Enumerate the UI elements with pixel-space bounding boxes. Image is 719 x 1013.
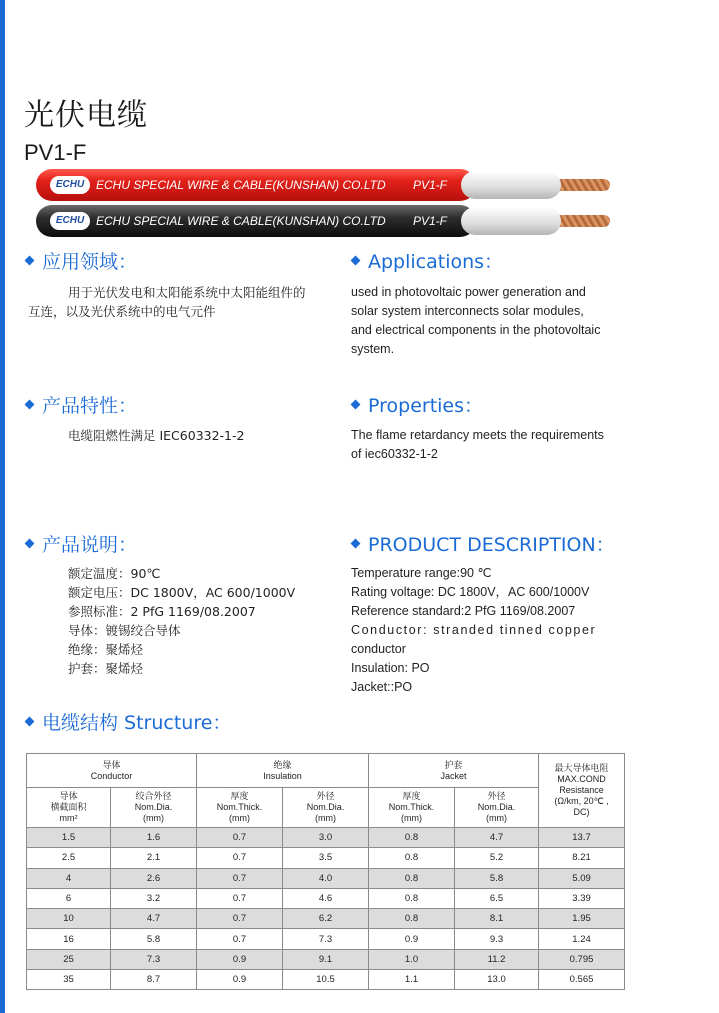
table-cell: 4: [27, 868, 111, 888]
text-line: used in photovoltaic power generation and: [351, 285, 586, 299]
table-cell: 13.0: [455, 970, 539, 990]
applications-text-cn: [28, 283, 328, 321]
diamond-bullet-icon: [25, 717, 35, 727]
table-cell: 1.95: [539, 909, 625, 929]
header-line: 最大导体电阻: [554, 763, 609, 773]
text-line: 额定电压：DC 1800V，AC 600/1000V: [68, 585, 296, 600]
table-cell: 7.3: [283, 929, 369, 949]
header-line: (mm): [401, 813, 422, 823]
table-cell: 0.8: [369, 848, 455, 868]
text-line: system.: [351, 342, 395, 356]
applications-heading-en: [352, 250, 503, 274]
black-cable-image: [36, 203, 576, 239]
table-cell: 4.7: [111, 909, 197, 929]
jacket-dia-header: [455, 788, 539, 828]
table-cell: 1.1: [369, 970, 455, 990]
table-row: [27, 848, 625, 868]
table-body: [27, 828, 625, 990]
red-cable-image: [36, 167, 576, 203]
heading-text: 应用领域：: [42, 251, 138, 273]
insulation-group-header: [197, 754, 369, 788]
text-line: The flame retardancy meets the requirements: [351, 428, 604, 442]
table-cell: 0.8: [369, 828, 455, 848]
properties-heading-cn: [26, 394, 137, 418]
header-line: (mm): [486, 813, 507, 823]
table-cell: 8.21: [539, 848, 625, 868]
table-cell: 8.7: [111, 970, 197, 990]
header-line: (Ω/km, 20℃ ,: [554, 796, 609, 806]
header-line: Nom.Dia.: [306, 802, 345, 812]
table-cell: 9.1: [283, 949, 369, 969]
text-line: and electrical components in the photovoltaic: [351, 323, 601, 337]
table-cell: 1.5: [27, 828, 111, 848]
applications-heading-cn: [26, 250, 137, 274]
table-cell: 0.7: [197, 828, 283, 848]
table-cell: 1.24: [539, 929, 625, 949]
header-line: 外径: [487, 791, 506, 801]
table-cell: 4.7: [455, 828, 539, 848]
table-cell: 5.2: [455, 848, 539, 868]
table-cell: 5.09: [539, 868, 625, 888]
header-line: Conductor: [90, 770, 133, 781]
text-line: Reference standard:2 PfG 1169/08.2007: [351, 604, 576, 618]
diamond-bullet-icon: [351, 400, 361, 410]
table-row: [27, 970, 625, 990]
table-subheader-row: [27, 788, 625, 828]
table-cell: 4.0: [283, 868, 369, 888]
text-line: 参照标准：2 PfG 1169/08.2007: [68, 604, 256, 619]
table-cell: 0.8: [369, 909, 455, 929]
table-cell: 8.1: [455, 909, 539, 929]
text-line: Temperature range:90 ℃: [351, 566, 492, 580]
left-accent-bar: [0, 0, 5, 1013]
header-line: 护套: [444, 759, 463, 770]
diamond-bullet-icon: [25, 400, 35, 410]
header-line: 厚度: [230, 791, 249, 801]
table-cell: 10.5: [283, 970, 369, 990]
table-cell: 0.9: [197, 970, 283, 990]
header-line: (mm): [143, 813, 164, 823]
header-line: Nom.Thick.: [216, 802, 263, 812]
text-line: Insulation: PO: [351, 661, 430, 675]
table-row: [27, 828, 625, 848]
properties-text-en: [351, 426, 641, 464]
table-cell: 5.8: [455, 868, 539, 888]
header-line: 绞合外径: [135, 791, 172, 801]
header-line: 导体: [102, 759, 121, 770]
table-cell: 11.2: [455, 949, 539, 969]
text-line: 互连，以及光伏系统中的电气元件: [28, 304, 216, 319]
table-cell: 3.2: [111, 888, 197, 908]
table-cell: 4.6: [283, 888, 369, 908]
heading-text: 产品特性：: [42, 395, 138, 417]
text-line: conductor: [351, 642, 406, 656]
header-line: 厚度: [402, 791, 421, 801]
header-line: (mm): [315, 813, 336, 823]
header-line: 外径: [316, 791, 335, 801]
conductor-dia-header: [111, 788, 197, 828]
table-cell: 0.7: [197, 848, 283, 868]
table-cell: 2.1: [111, 848, 197, 868]
text-line: 护套：聚烯烃: [68, 661, 144, 676]
table-cell: 16: [27, 929, 111, 949]
header-line: Jacket: [440, 770, 467, 781]
table-cell: 6.2: [283, 909, 369, 929]
text-line: Conductor: stranded tinned copper: [351, 623, 597, 637]
cross-section-header: [27, 788, 111, 828]
resistance-header: [539, 754, 625, 828]
heading-text: PRODUCT DESCRIPTION：: [368, 534, 615, 556]
page-title-cn: 光伏电缆: [24, 98, 148, 133]
jacket-group-header: [369, 754, 539, 788]
description-text-cn: [68, 564, 295, 678]
table-row: [27, 888, 625, 908]
header-line: Nom.Dia.: [477, 802, 516, 812]
table-cell: 2.6: [111, 868, 197, 888]
text-line: Rating voltage: DC 1800V，AC 600/1000V: [351, 585, 590, 599]
heading-text: 电缆结构 Structure：: [42, 712, 232, 734]
table-cell: 5.8: [111, 929, 197, 949]
header-line: 导体: [59, 791, 78, 801]
insulation-thick-header: [197, 788, 283, 828]
table-cell: 3.0: [283, 828, 369, 848]
echu-logo: ECHU: [50, 176, 90, 194]
header-line: 绝缘: [273, 759, 292, 770]
properties-text-cn: 电缆阻燃性满足 IEC60332-1-2: [68, 428, 245, 443]
heading-text: Applications：: [368, 251, 504, 273]
table-cell: 6: [27, 888, 111, 908]
diamond-bullet-icon: [25, 256, 35, 266]
table-row: [27, 929, 625, 949]
table-cell: 0.8: [369, 888, 455, 908]
header-line: DC): [573, 807, 590, 817]
diamond-bullet-icon: [25, 539, 35, 549]
text-line: of iec60332-1-2: [351, 447, 438, 461]
applications-text-en: [351, 283, 641, 359]
text-line: solar system interconnects solar modules,: [351, 304, 584, 318]
header-line: 横截面积: [50, 802, 87, 812]
description-text-en: [351, 564, 641, 697]
cable-print-text: ECHU SPECIAL WIRE & CABLE(KUNSHAN) CO.LTD: [96, 214, 386, 228]
echu-logo: ECHU: [50, 212, 90, 230]
table-cell: 1.6: [111, 828, 197, 848]
table-row: [27, 949, 625, 969]
cable-model-mark: PV1-F: [413, 178, 448, 192]
header-line: (mm): [229, 813, 250, 823]
table-cell: 13.7: [539, 828, 625, 848]
page-title-en: PV1-F: [24, 140, 87, 165]
table-cell: 3.39: [539, 888, 625, 908]
table-cell: 0.7: [197, 888, 283, 908]
table-cell: 9.3: [455, 929, 539, 949]
diamond-bullet-icon: [351, 539, 361, 549]
table-row: [27, 909, 625, 929]
heading-text: 产品说明：: [42, 534, 138, 556]
text-line: 用于光伏发电和太阳能系统中太阳能组件的: [68, 285, 306, 300]
table-cell: 2.5: [27, 848, 111, 868]
text-line: 额定温度：90℃: [68, 566, 161, 581]
table-cell: 35: [27, 970, 111, 990]
header-line: Resistance: [559, 785, 604, 795]
table-cell: 0.9: [369, 929, 455, 949]
header-line: mm²: [59, 813, 78, 823]
table-cell: 0.8: [369, 868, 455, 888]
table-group-header-row: [27, 754, 625, 788]
cable-insulation: [461, 171, 561, 199]
cable-insulation: [461, 207, 561, 235]
table-cell: 6.5: [455, 888, 539, 908]
table-cell: 1.0: [369, 949, 455, 969]
text-line: 导体：镀锡绞合导体: [68, 623, 181, 638]
jacket-thick-header: [369, 788, 455, 828]
table-cell: 0.9: [197, 949, 283, 969]
table-cell: 7.3: [111, 949, 197, 969]
header-line: Nom.Dia.: [134, 802, 173, 812]
header-line: MAX.COND: [557, 774, 606, 784]
insulation-dia-header: [283, 788, 369, 828]
heading-text: Properties：: [368, 395, 484, 417]
table-cell: 0.565: [539, 970, 625, 990]
cable-print-text: ECHU SPECIAL WIRE & CABLE(KUNSHAN) CO.LTD: [96, 178, 386, 192]
table-cell: 0.7: [197, 868, 283, 888]
table-cell: 25: [27, 949, 111, 969]
table-cell: 0.795: [539, 949, 625, 969]
table-cell: 0.7: [197, 929, 283, 949]
description-heading-en: [352, 533, 615, 557]
structure-table: [26, 753, 625, 990]
table-cell: 3.5: [283, 848, 369, 868]
cable-model-mark: PV1-F: [413, 214, 448, 228]
header-line: Nom.Thick.: [388, 802, 435, 812]
diamond-bullet-icon: [351, 256, 361, 266]
table-cell: 10: [27, 909, 111, 929]
header-line: Insulation: [263, 770, 302, 781]
conductor-group-header: [27, 754, 197, 788]
table-cell: 0.7: [197, 909, 283, 929]
text-line: Jacket::PO: [351, 680, 413, 694]
text-line: 绝缘：聚烯烃: [68, 642, 144, 657]
description-heading-cn: [26, 533, 137, 557]
properties-heading-en: [352, 394, 483, 418]
structure-heading: [26, 711, 231, 735]
table-row: [27, 868, 625, 888]
